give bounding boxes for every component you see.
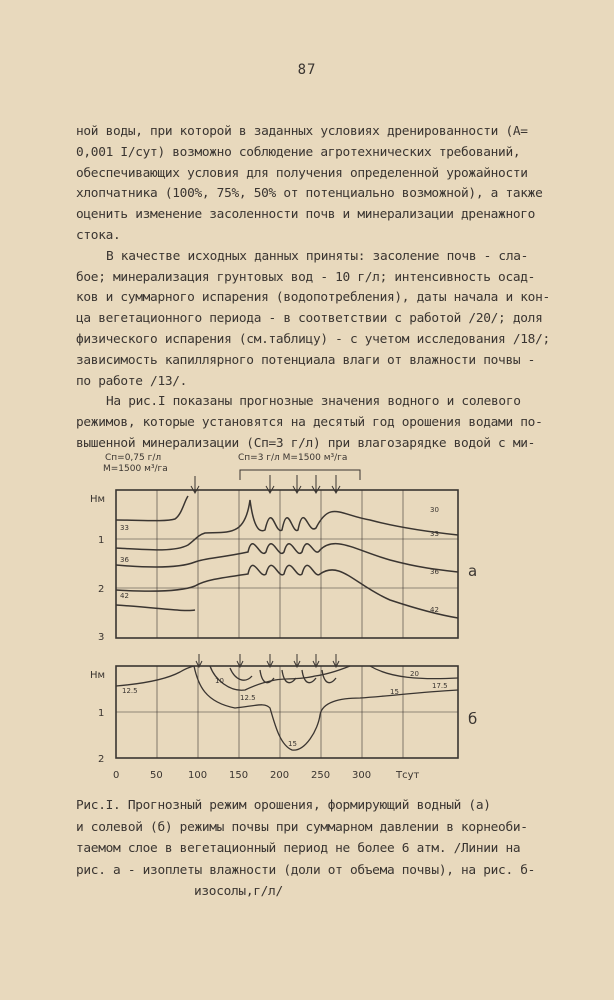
text-line: 0,001 I/сут) возможно соблюдение агротехнических требований, (76, 144, 521, 160)
x-tick-100: 100 (188, 770, 208, 781)
x-tick-250: 250 (311, 770, 331, 781)
body-text (76, 122, 560, 455)
text-line: хлопчатника (100%, 75%, 50% от потенциально возможной), а также (76, 186, 543, 202)
text-line: зависимость капиллярного потенциала влаги от влажности почвы - (76, 352, 536, 368)
isoline-label-a-30: 30 (430, 506, 439, 514)
isosol-label-b-2: 10 (215, 677, 224, 685)
x-tick-300: 300 (352, 770, 372, 781)
panel-b-grid (116, 666, 458, 758)
panel-b (90, 654, 477, 781)
y-axis-title-a: Нм (90, 494, 106, 505)
y-tick-a-2: 2 (98, 584, 105, 595)
isosol-label-b-3: 12.5 (240, 694, 256, 702)
text-line: ков и суммарного испарения (водопотребления), даты начала и кон- (76, 290, 550, 306)
y-tick-b-2: 2 (98, 754, 105, 765)
isoline-label-a-42: 42 (430, 606, 439, 614)
text-line: физического испарения (см.таблицу) - с учетом исследования /18/; (76, 331, 550, 347)
panel-a (90, 490, 477, 643)
panel-a-label: а (468, 562, 478, 580)
caption-line: таемом слое в вегетационный период не более 6 атм. /Линии на (76, 841, 521, 856)
text-line: вышенной минерализации (Сп=3 г/л) при влагозарядке водой с ми- (76, 435, 536, 451)
y-tick-a-1: 1 (98, 535, 105, 546)
text-line: На рис.I показаны прогнозные значения водного и солевого (106, 394, 521, 410)
figure-caption (76, 795, 560, 903)
y-tick-a-3: 3 (98, 632, 105, 643)
figure-1 (70, 440, 550, 794)
x-axis-ticks (113, 770, 420, 781)
text-line: обеспечивающих условия для получения определенной урожайности (76, 165, 528, 181)
text-line: оценить изменение засоленности почв и минерализации дренажного (76, 207, 536, 223)
y-axis-title-b: Нм (90, 670, 106, 681)
y-tick-b-1: 1 (98, 708, 105, 719)
text-line: бое; минерализация грунтовых вод - 10 г/л; интенсивность осад- (76, 269, 536, 285)
text-line: режимов, которые установятся на десятый год орошения водами по- (76, 415, 543, 431)
x-tick-150: 150 (229, 770, 249, 781)
page-number: 87 (297, 62, 317, 78)
panel-b-label: б (468, 710, 478, 728)
figure-svg (70, 440, 550, 790)
isoline-label-a-left-42: 42 (120, 592, 129, 600)
isosol-label-b-4: 15 (288, 740, 297, 748)
isosol-label-b-5: 17.5 (432, 682, 448, 690)
x-tick-200: 200 (270, 770, 290, 781)
isosol-label-b-6: 15 (390, 688, 399, 696)
x-axis-title: Тсут (396, 770, 420, 781)
caption-line: рис. а - изоплеты влажности (доли от объема почвы), на рис. б- (76, 862, 536, 878)
x-tick-0: 0 (113, 770, 120, 781)
caption-line: и солевой (б) режимы почвы при суммарном давлении в корнеоби- (76, 819, 528, 835)
panel-b-isosols (116, 666, 458, 750)
annotation-right: Сп=3 г/л M=1500 м³/га (238, 453, 348, 463)
text-line: по работе /13/. (76, 373, 188, 389)
text-line: ца вегетационного периода - в соответствии с работой /20/; доля (76, 311, 543, 327)
isoline-label-a-33: 33 (430, 530, 439, 538)
isoline-label-a-36: 36 (430, 568, 439, 576)
panel-b-arrows (196, 654, 339, 667)
x-tick-50: 50 (150, 770, 163, 781)
isoline-label-a-left-33: 33 (120, 524, 129, 532)
caption-line: Рис.I. Прогнозный режим орошения, формирующий водный (а) (76, 798, 491, 813)
panel-a-isolines (116, 496, 458, 618)
text-line: В качестве исходных данных приняты: засоление почв - сла- (106, 248, 529, 264)
annotation-left-line1: Сп=0,75 г/л (105, 453, 162, 463)
bracket-right (240, 470, 360, 480)
isosol-label-b-7: 20 (410, 670, 419, 678)
caption-line: изосолы,г/л/ (194, 884, 283, 899)
text-line: стока. (76, 227, 121, 243)
isoline-label-a-left-36: 36 (120, 556, 129, 564)
text-line: ной воды, при которой в заданных условиях дренированности (А= (76, 124, 528, 139)
annotation-left-line2: M=1500 м³/га (103, 464, 168, 474)
isosol-label-b-1: 12.5 (122, 687, 138, 695)
